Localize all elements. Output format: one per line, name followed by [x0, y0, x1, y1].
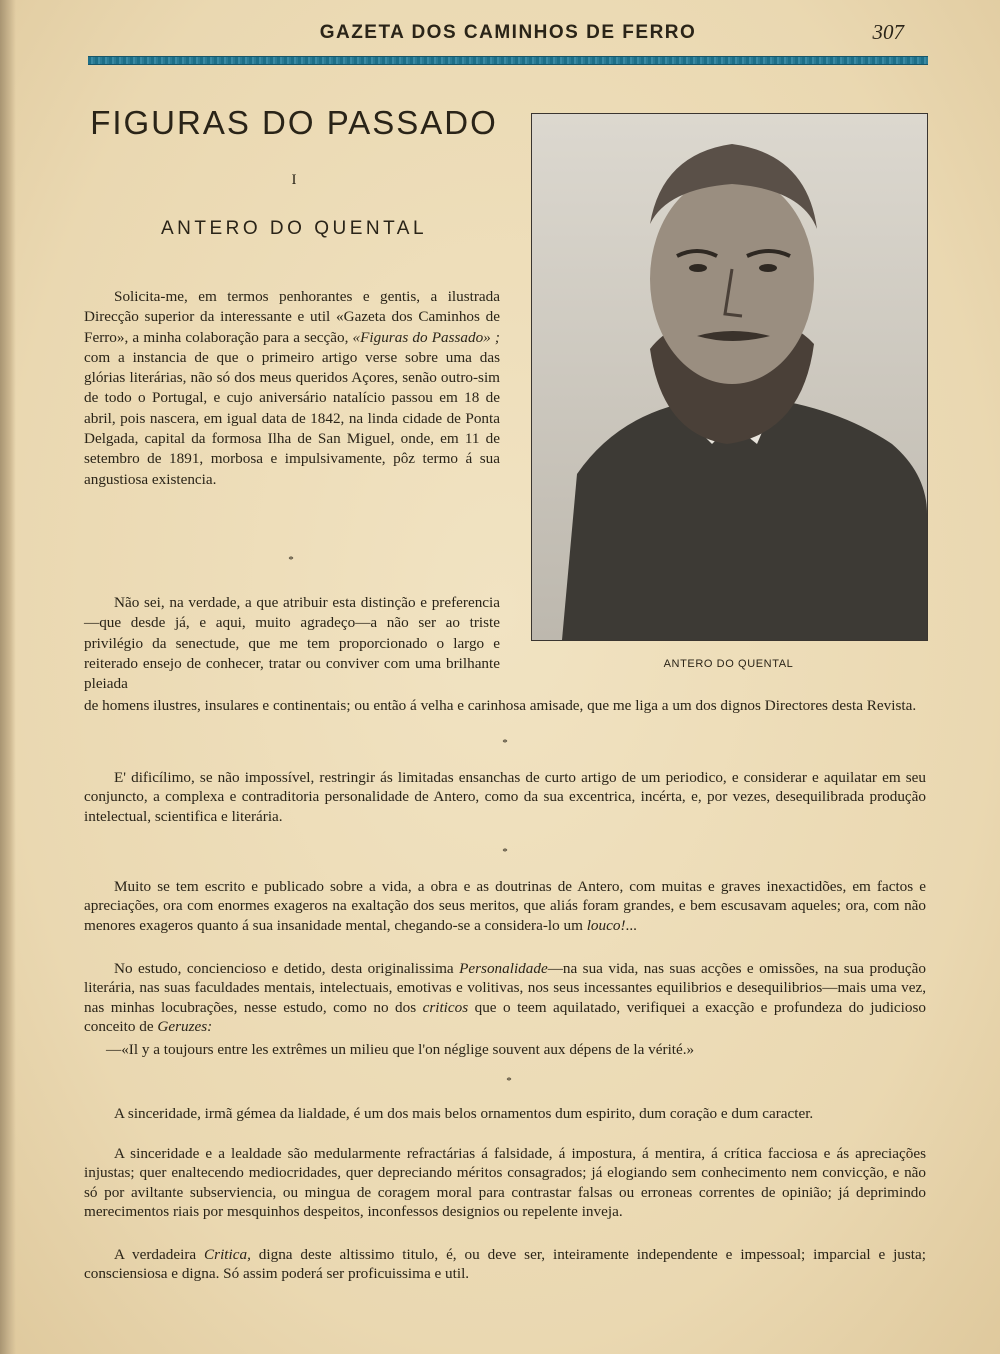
- paragraph-5: [84, 959, 926, 1037]
- paragraph-3: [84, 768, 926, 826]
- page-number: 307: [872, 20, 904, 44]
- paragraph-5-text-c: —na sua vida, nas suas acções e omissões, na sua produção literária, nas suas faculdades mentais, intelectuais, emotivas e volitivas, nos seus incessantes equilibrios e desequilibrios—mais uma vez, nas minhas locubrações, nesse estudo, como no dos: [84, 960, 926, 1016]
- section-separator: *: [502, 846, 508, 858]
- paragraph-5-text-a: No estudo, conciencioso e detido, desta originalissima: [114, 960, 460, 977]
- paragraph-1-text-c: com a instancia de que o primeiro artigo verse sobre uma das glórias literárias, não só dos meus queridos Açores, senão outro-sim de todo o Portugal, e cujo aniversário natalício passou em 18 de abril, pois nascera, em igual data de 1842, na linda cidade de Ponta Delgada, capital da formosa Ilha de San Miguel, onde, em 11 de setembro de 1891, morbosa e impulsivamente, pôz termo á sua angustiosa existencia.: [84, 348, 500, 488]
- paragraph-9-text-a: A verdadeira: [114, 1246, 205, 1263]
- binding-shadow: [0, 0, 16, 1354]
- header-rule: [88, 56, 928, 65]
- paragraph-2-full-text: de homens ilustres, insulares e continentais; ou então á velha e carinhosa amisade, que me liga a um dos dignos Directores desta Revista.: [84, 697, 917, 714]
- article-number: I: [291, 172, 297, 188]
- paragraph-1-text-a: Solicita-me, em termos penhorantes e gentis, a ilustrada Direcção superior da interessante e util «Gazeta dos Caminhos de Ferro», a minha colaboração para a secção,: [84, 288, 500, 346]
- portrait-illustration: [532, 114, 927, 640]
- paragraph-5-italic-criticos: criticos: [422, 998, 469, 1016]
- paragraph-5-text-e: que o teem aquilatado, verifiquei a exacção e profundeza do judicioso conceito de: [84, 998, 926, 1036]
- section-separator: *: [502, 737, 508, 749]
- paragraph-2-column-text: Não sei, na verdade, a que atribuir esta distinção e preferencia—que desde já, e aqui, muito agradeço—a não ser ao triste privilégio da senectude, que me tem proporcionado o largo e reiterado ensejo de conhecer, tratar ou conviver com uma brilhante pleiada: [84, 594, 500, 693]
- journal-title: GAZETA DOS CAMINHOS DE FERRO: [319, 22, 697, 43]
- paragraph-4-text-a: Muito se tem escrito e publicado sobre a vida, a obra e as doutrinas de Antero, com muitas e graves inexactidões, em factos e apreciações, ora com enormes exageros na exaltação dos seus meritos, que aliás foram grandes, e bem escusavam aqueles; ora, com não menores exageros quanto á sua insanidade mental, chegando-se a considera-lo um: [84, 878, 926, 934]
- paragraph-1-italic: «Figuras do Passado» ;: [352, 328, 500, 346]
- section-separator: *: [288, 554, 294, 566]
- paragraph-1: [84, 287, 500, 490]
- paragraph-4-italic: louco!: [586, 916, 626, 934]
- photo-caption: ANTERO DO QUENTAL: [663, 658, 794, 670]
- paragraph-9-text-c: digna deste altissimo titulo, é, ou deve ser, inteiramente independente e impessoal; imparcial e justa; consciensiosa e digna. Só assim poderá ser proficuissima e util.: [84, 1246, 926, 1283]
- paragraph-8: [84, 1144, 926, 1222]
- paragraph-2: [84, 593, 500, 694]
- paragraph-4-text-c: ...: [625, 916, 637, 934]
- paragraph-8-text: A sinceridade e a lealdade são medularmente refractárias á falsidade, á impostura, á mentira, á crítica facciosa e ás apreciações injustas; quer enaltecendo mediocridades, quer depreciando méritos consagrados; já elogiando sem conhecimento nem convicção, e não só por aviltante subserviencia, ou mingua de coragem moral para contrastar falsas ou erroneas correntes de opinião; já deprimindo merecimentos riais por mesquinhos despeitos, inconfessos designios ou repelente inveja.: [84, 1145, 926, 1221]
- paragraph-6-quote: [84, 1040, 926, 1059]
- section-separator: *: [506, 1075, 512, 1087]
- portrait-photo: [531, 113, 928, 641]
- paragraph-4: [84, 877, 926, 935]
- running-head: [88, 22, 928, 50]
- paragraph-3-text: E' dificílimo, se não impossível, restringir ás limitadas ensanchas de curto artigo de um periodico, e considerar e aquilatar em seu conjuncto, a complexa e contraditoria personalidade de Antero, como da sua excentrica, incérta, e, por vezes, desequilibrada produção intelectual, scientifica e literária.: [84, 769, 926, 825]
- article-subject: ANTERO DO QUENTAL: [160, 218, 428, 239]
- paragraph-9-italic: Critica,: [204, 1246, 251, 1263]
- paragraph-5-italic-personalidade: Personalidade: [459, 960, 548, 977]
- paragraph-9: [84, 1245, 926, 1284]
- paragraph-7-text: A sinceridade, irmã gémea da lialdade, é um dos mais belos ornamentos dum espirito, dum coração e dum caracter.: [114, 1105, 814, 1122]
- paragraph-7: [84, 1104, 926, 1123]
- paragraph-6-text: —«Il y a toujours entre les extrêmes un milieu que l'on néglige souvent aux dépens de la vérité.»: [106, 1041, 695, 1058]
- paragraph-5-italic-geruzes: Geruzes:: [157, 1018, 213, 1036]
- article-title: FIGURAS DO PASSADO: [90, 104, 498, 141]
- paragraph-2-continuation: [84, 696, 926, 716]
